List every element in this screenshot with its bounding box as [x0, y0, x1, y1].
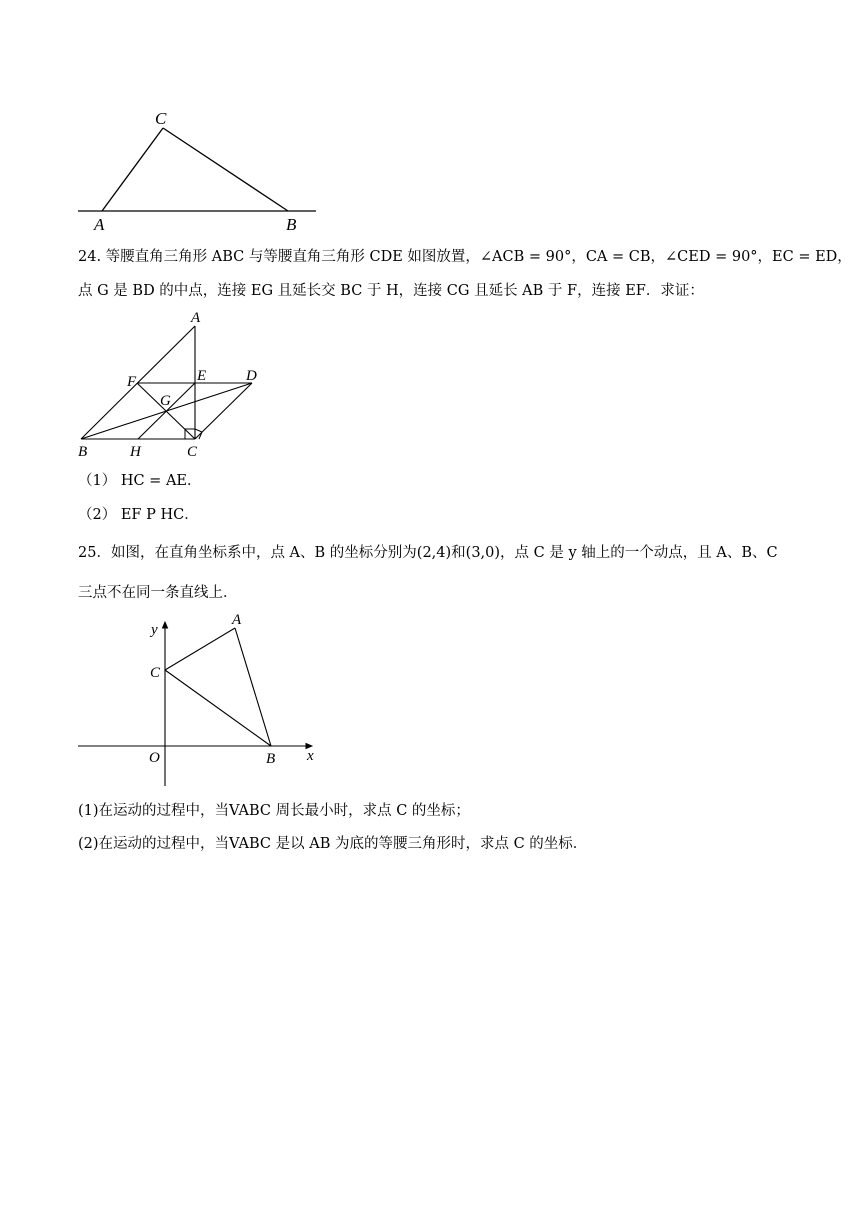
q24-part2: （2） EF P HC． — [78, 507, 199, 523]
segment-ab — [235, 628, 271, 746]
label-o: O — [149, 750, 160, 766]
segment-cb — [163, 128, 288, 211]
label-h: H — [130, 444, 141, 460]
figure-q24 — [70, 305, 270, 465]
q24-line2: 点 G 是 BD 的中点，连接 EG 且延长交 BC 于 H，连接 CG 且延长 AB 于 F，连接 EF．求证： — [78, 283, 704, 299]
label-c: C — [150, 665, 161, 681]
segment-cd — [195, 383, 252, 439]
segment-ac — [102, 128, 163, 211]
label-b: B — [78, 444, 88, 460]
figure-triangle-abc — [70, 100, 330, 235]
label-g: G — [160, 393, 171, 409]
label-x: x — [307, 748, 314, 764]
q25-line2: 三点不在同一条直线上． — [78, 585, 238, 601]
label-c: C — [155, 109, 167, 128]
q25-line1: 25．如图，在直角坐标系中，点 A、B 的坐标分别为(2,4)和(3,0)，点 C 是 y 轴上的一个动点，且 A、B、C — [78, 545, 778, 561]
q25-part2: (2)在运动的过程中，当VABC 是以 AB 为底的等腰三角形时，求点 C 的坐标． — [78, 836, 588, 852]
label-a: A — [191, 310, 201, 326]
q24-part1: （1） HC = AE． — [78, 473, 202, 489]
label-b: B — [266, 751, 276, 767]
segment-ca — [165, 628, 235, 670]
label-b: B — [286, 215, 297, 234]
label-e: E — [197, 368, 207, 384]
label-d: D — [246, 368, 257, 384]
label-a: A — [94, 215, 105, 234]
label-y: y — [151, 622, 158, 638]
segment-cb — [165, 670, 271, 746]
q24-line1: 24. 等腰直角三角形 ABC 与等腰直角三角形 CDE 如图放置，∠ACB = 90°，CA = CB，∠CED = 90°，EC = ED， — [78, 249, 852, 265]
label-c: C — [187, 444, 198, 460]
figure-q25 — [70, 610, 330, 790]
q25-part1: (1)在运动的过程中，当VABC 周长最小时，求点 C 的坐标； — [78, 803, 470, 819]
label-f: F — [127, 374, 137, 390]
label-a: A — [232, 612, 242, 628]
